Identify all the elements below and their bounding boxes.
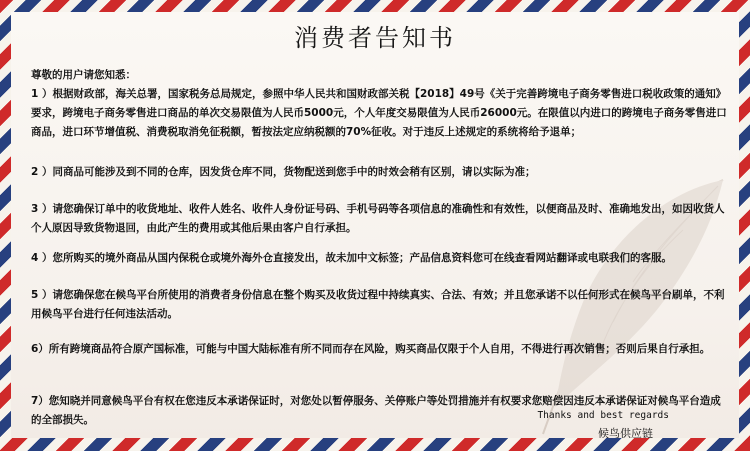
letter-paper (11, 12, 739, 438)
notice-item-5: 5 ）请您确保您在候鸟平台所使用的消费者身份信息在整个购买及收货过程中持续真实、合法、有效；并且您承诺不以任何形式在候鸟平台刷单，不利用候鸟平台进行任何违法活动。 (31, 289, 725, 320)
signoff-line: Thanks and best regards (537, 410, 669, 421)
notice-item-1: 1 ）根据财政部，海关总署，国家税务总局规定，参照中华人民共和国财政部关税【2018】49号《关于完善跨境电子商务零售进口税收政策的通知》要求，跨境电子商务零售进口商品的单次交易限值为人民币5000元，个人年度交易限值为人民币26000元。在限值以内进口的跨境电子商务零售进口商品，进口环节增值税、消费税取消免征税额，暂按法定应纳税额的70%征收。对于违反上述规定的系统将给予退单； (31, 88, 727, 138)
notice-item-6: 6）所有跨境商品符合原产国标准，可能与中国大陆标准有所不同而存在风险，购买商品仅限于个人自用，不得进行再次销售；否则后果自行承担。 (31, 343, 711, 355)
notice-item-2: 2 ）同商品可能涉及到不同的仓库，因发货仓库不同，货物配送到您手中的时效会稍有区别，请以实际为准； (31, 166, 536, 178)
page-title: 消费者告知书 (294, 24, 456, 52)
greeting-text: 尊敬的用户请您知悉： (31, 69, 136, 81)
signoff (537, 407, 669, 438)
notice-item-7: 7）您知晓并同意候鸟平台有权在您违反本承诺保证时，对您处以暂停服务、关停账户等处罚措施并有权要求您赔偿因违反本承诺保证对候鸟平台造成的全部损失。 (31, 395, 721, 426)
notice-item-3: 3 ）请您确保订单中的收货地址、收件人姓名、收件人身份证号码、手机号码等各项信息的准确性和有效性，以便商品及时、准确地发出，如因收货人个人原因导致货物退回，由此产生的费用或其他后果由客户自行承担。 (31, 203, 725, 234)
notice-item-4: 4 ）您所购买的境外商品从国内保税仓或境外海外仓直接发出，故未加中文标签；产品信息资料您可在线查看网站翻译或电联我们的客服。 (31, 252, 672, 264)
signoff-company: 候鸟供应链 (598, 427, 653, 438)
